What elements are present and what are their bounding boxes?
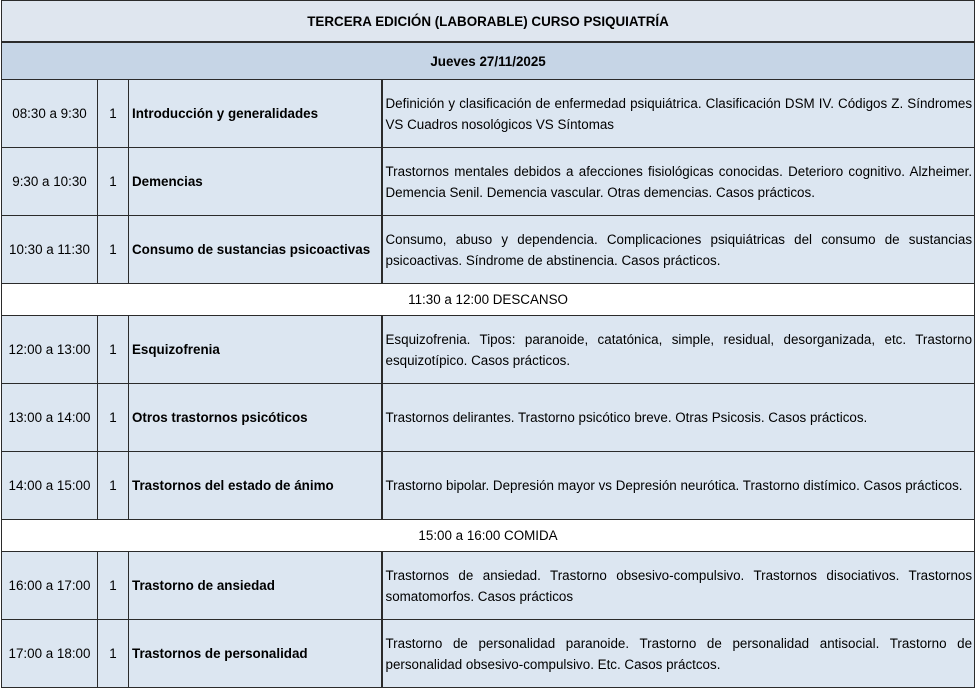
- time-cell: 13:00 a 14:00: [2, 384, 98, 452]
- topic-cell: Consumo de sustancias psicoactivas: [129, 216, 382, 284]
- topic-cell: Demencias: [129, 148, 382, 216]
- description-cell: Trastorno de personalidad paranoide. Trastorno de personalidad antisocial. Trastorno de personalidad obsesivo-compulsivo. Etc. Casos práctcos.: [382, 620, 975, 688]
- hours-cell: 1: [98, 80, 129, 148]
- topic-cell: Trastorno de ansiedad: [129, 552, 382, 620]
- schedule-row: [2, 384, 975, 452]
- lunch-break-label: 15:00 a 16:00 COMIDA: [2, 520, 975, 552]
- title-row: [2, 1, 975, 43]
- break-row: [2, 520, 975, 552]
- topic-cell: Esquizofrenia: [129, 316, 382, 384]
- hours-cell: 1: [98, 316, 129, 384]
- description-cell: Trastorno bipolar. Depresión mayor vs Depresión neurótica. Trastorno distímico. Casos prácticos.: [382, 452, 975, 520]
- time-cell: 12:00 a 13:00: [2, 316, 98, 384]
- date-row: [2, 42, 975, 80]
- description-cell: Definición y clasificación de enfermedad psiquiátrica. Clasificación DSM IV. Códigos Z. Síndromes VS Cuadros nosológicos VS Síntomas: [382, 80, 975, 148]
- topic-cell: Introducción y generalidades: [129, 80, 382, 148]
- schedule-row: [2, 452, 975, 520]
- description-cell: Esquizofrenia. Tipos: paranoide, catatónica, simple, residual, desorganizada, etc. Trastorno esquizotípico. Casos prácticos.: [382, 316, 975, 384]
- schedule-row: [2, 216, 975, 284]
- schedule-row: [2, 80, 975, 148]
- time-cell: 9:30 a 10:30: [2, 148, 98, 216]
- hours-cell: 1: [98, 148, 129, 216]
- schedule-row: [2, 620, 975, 688]
- rest-break-label: 11:30 a 12:00 DESCANSO: [2, 284, 975, 316]
- schedule-table: [1, 0, 975, 688]
- hours-cell: 1: [98, 620, 129, 688]
- description-cell: Trastornos mentales debidos a afecciones fisiológicas conocidas. Deterioro cognitivo. Alzheimer. Demencia Senil. Demencia vascular. Otras demencias. Casos prácticos.: [382, 148, 975, 216]
- session-date: Jueves 27/11/2025: [2, 42, 975, 80]
- schedule-row: [2, 148, 975, 216]
- topic-cell: Trastornos del estado de ánimo: [129, 452, 382, 520]
- topic-cell: Otros trastornos psicóticos: [129, 384, 382, 452]
- description-cell: Consumo, abuso y dependencia. Complicaciones psiquiátricas del consumo de sustancias psicoactivas. Síndrome de abstinencia. Casos prácticos.: [382, 216, 975, 284]
- topic-cell: Trastornos de personalidad: [129, 620, 382, 688]
- description-cell: Trastornos delirantes. Trastorno psicótico breve. Otras Psicosis. Casos prácticos.: [382, 384, 975, 452]
- hours-cell: 1: [98, 552, 129, 620]
- hours-cell: 1: [98, 452, 129, 520]
- hours-cell: 1: [98, 384, 129, 452]
- time-cell: 10:30 a 11:30: [2, 216, 98, 284]
- course-title: TERCERA EDICIÓN (LABORABLE) CURSO PSIQUIATRÍA: [2, 1, 975, 43]
- time-cell: 08:30 a 9:30: [2, 80, 98, 148]
- time-cell: 14:00 a 15:00: [2, 452, 98, 520]
- description-cell: Trastornos de ansiedad. Trastorno obsesivo-compulsivo. Trastornos disociativos. Trastornos somatomorfos. Casos prácticos: [382, 552, 975, 620]
- time-cell: 16:00 a 17:00: [2, 552, 98, 620]
- schedule-row: [2, 552, 975, 620]
- hours-cell: 1: [98, 216, 129, 284]
- break-row: [2, 284, 975, 316]
- time-cell: 17:00 a 18:00: [2, 620, 98, 688]
- schedule-row: [2, 316, 975, 384]
